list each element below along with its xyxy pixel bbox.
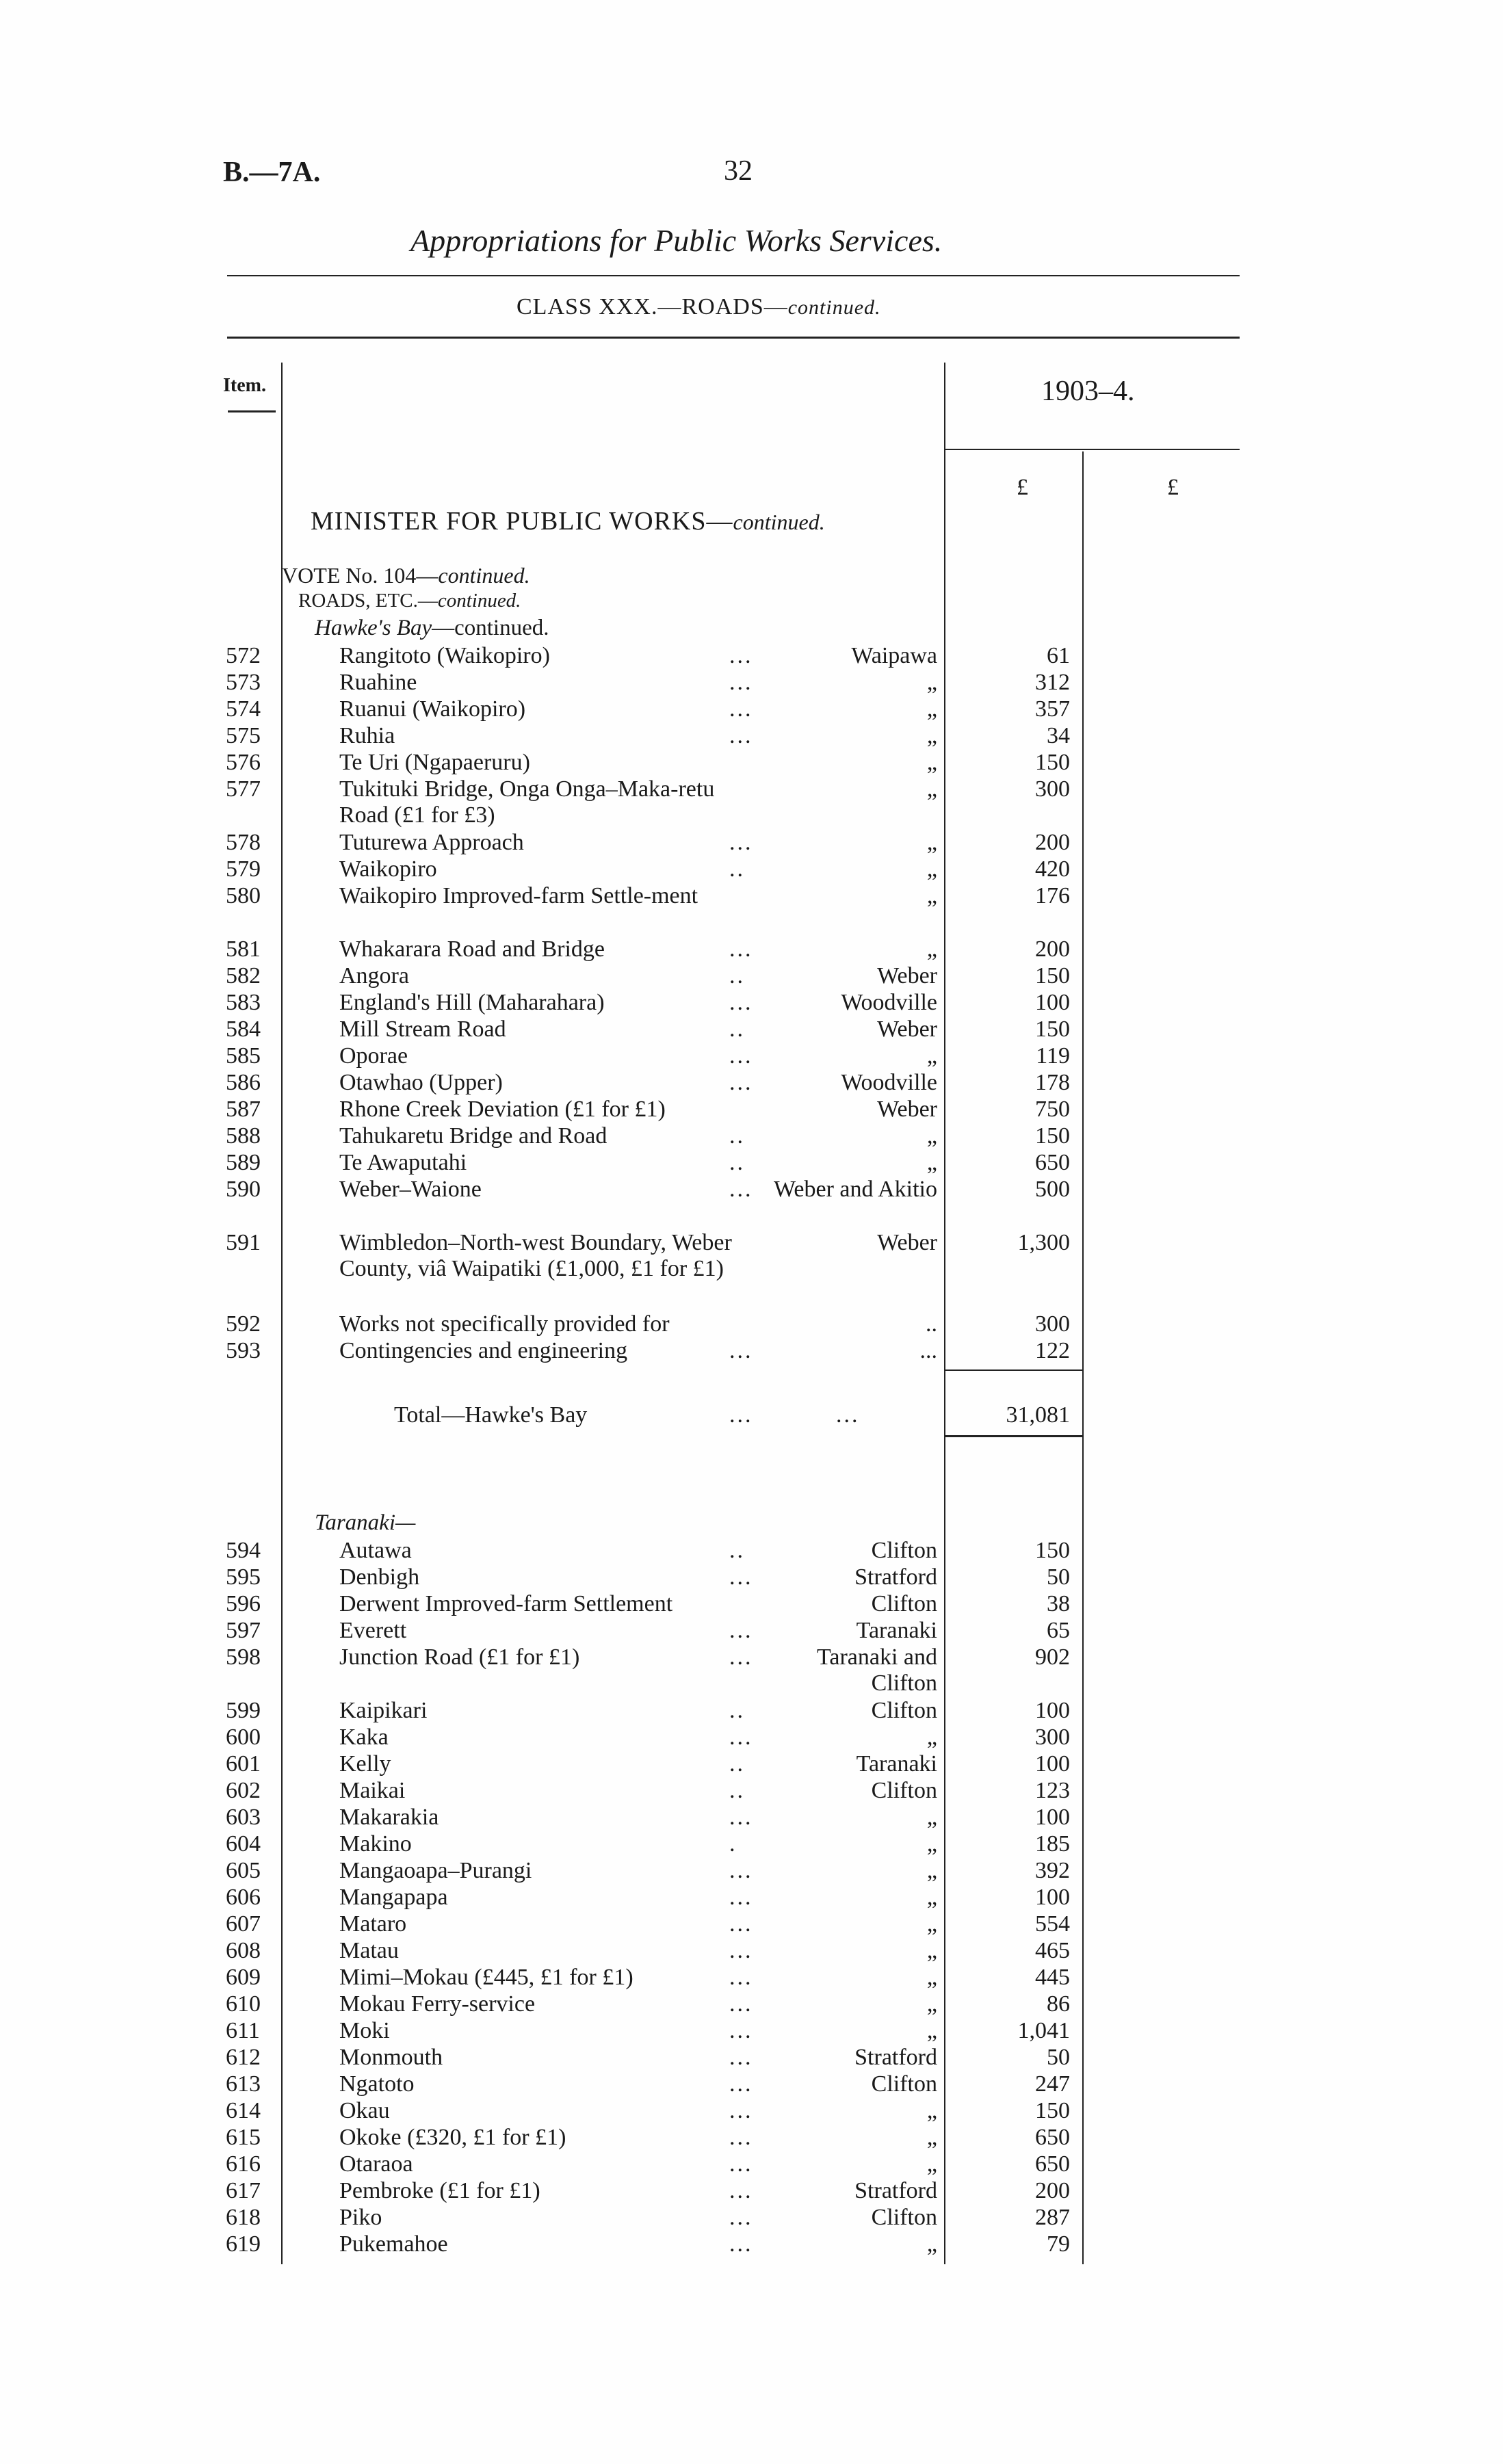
item-number: 601 [226,1751,261,1777]
road-name: Moki [339,2018,390,2043]
amount: 445 [1035,1965,1070,1990]
item-number: 576 [226,750,261,775]
item-number: 611 [226,2018,260,2043]
road-name: Wimbledon–North-west Boundary, Weber County, viâ Waipatiki (£1,000, £1 for £1) [339,1230,732,1281]
county-name: Taranaki [856,1618,937,1643]
amount: 465 [1035,1938,1070,1963]
item-number: 600 [226,1725,261,1750]
amount: 100 [1035,1805,1070,1830]
amount: 122 [1035,1338,1070,1363]
amount: 150 [1035,2098,1070,2123]
county-name: „ [926,1831,937,1857]
item-number: 580 [226,883,261,908]
leader-dots: ... [729,696,753,722]
road-name: Ruhia [339,723,395,748]
item-number: 573 [226,670,261,695]
county-name: „ [926,1991,937,2017]
leader-dots: ... [729,2178,753,2203]
county-name: „ [926,723,937,748]
county-name: Weber [877,963,937,988]
leader-dots: ... [729,2231,753,2257]
leader-dots: ... [729,1338,753,1363]
county-name: „ [926,1805,937,1830]
leader-dots: ... [729,2125,753,2150]
leader-dots: ... [729,1885,753,1910]
total-amount: 31,081 [1006,1402,1070,1428]
leader-dots: ... [729,670,753,695]
leader-dots: .. [729,963,745,988]
title-rule [227,275,1240,276]
county-name: Weber [877,1097,937,1122]
leader-dots: ... [729,2151,753,2177]
county-name: Stratford [854,1564,937,1590]
road-name: England's Hill (Maharahara) [339,990,605,1015]
county-name: „ [926,776,937,802]
county-name: Weber [877,1017,937,1042]
amount: 100 [1035,1751,1070,1777]
leader-dots: ... [729,1938,753,1963]
amount: 178 [1035,1070,1070,1095]
item-number: 609 [226,1965,261,1990]
road-name: Pukemahoe [339,2231,448,2257]
item-number: 579 [226,856,261,882]
leader-dots: ... [729,1402,753,1428]
leader-dots: .. [729,856,745,882]
item-number: 581 [226,936,261,962]
county-name: „ [926,696,937,722]
road-name: Oporae [339,1043,408,1069]
amount: 287 [1035,2205,1070,2230]
amount: 500 [1035,1177,1070,1202]
amount: 200 [1035,2178,1070,2203]
county-name: Clifton [871,1538,937,1563]
amount: 123 [1035,1778,1070,1803]
county-name: „ [926,1858,937,1883]
item-number: 586 [226,1070,261,1095]
road-name: Otaraoa [339,2151,413,2177]
item-number: 619 [226,2231,261,2257]
road-name: Tuturewa Approach [339,830,524,855]
item-number: 584 [226,1017,261,1042]
item-number: 613 [226,2071,261,2097]
amount: 300 [1035,1725,1070,1750]
road-name: Whakarara Road and Bridge [339,936,605,962]
item-number: 595 [226,1564,261,1590]
road-name: Rhone Creek Deviation (£1 for £1) [339,1097,666,1122]
county-name: „ [926,2018,937,2043]
page-title: Appropriations for Public Works Services. [410,223,943,258]
road-name: Derwent Improved-farm Settlement [339,1591,673,1616]
amount: 150 [1035,963,1070,988]
item-number: 604 [226,1831,261,1857]
county-name: „ [926,1938,937,1963]
leader-dots: .. [729,1538,745,1563]
county-name: ... [919,1338,937,1363]
road-name: Waikopiro Improved-farm Settle-ment [339,883,698,908]
item-number: 583 [226,990,261,1015]
county-name: Clifton [871,2205,937,2230]
county-name: „ [926,883,937,908]
region-heading-taranaki: Taranaki— [315,1510,416,1535]
leader-dots: ... [729,1805,753,1830]
leader-dots: ... [729,723,753,748]
amount: 650 [1035,2125,1070,2150]
leader-dots: ... [729,643,753,668]
road-name: Maikai [339,1778,406,1803]
item-number: 585 [226,1043,261,1069]
amount: 300 [1035,776,1070,802]
county-name: „ [926,2098,937,2123]
road-name: Autawa [339,1538,412,1563]
item-number: 599 [226,1698,261,1723]
county-name: Clifton [871,1698,937,1723]
page-number: 32 [724,155,753,187]
leader-dots: . [729,1831,737,1857]
leader-dots: ... [729,1991,753,2017]
amount: 902 [1035,1644,1070,1670]
leader-dots: ... [729,1911,753,1937]
leader-dots: ... [729,1858,753,1883]
amount: 119 [1036,1043,1070,1069]
region-heading-hawkes-bay: Hawke's Bay—continued. [315,616,549,640]
leader-dots: ... [729,2018,753,2043]
amount: 50 [1047,1564,1070,1590]
item-number: 610 [226,1991,261,2017]
leader-dots: .. [729,1751,745,1777]
amount: 200 [1035,936,1070,962]
currency-symbol-1: £ [1017,475,1028,500]
road-name: Contingencies and engineering [339,1338,628,1363]
road-name: Pembroke (£1 for £1) [339,2178,540,2203]
road-name: Makino [339,1831,412,1857]
item-number: 598 [226,1644,261,1670]
county-name: Clifton [871,1591,937,1616]
road-name: Denbigh [339,1564,420,1590]
road-name: Waikopiro [339,856,437,882]
item-number: 603 [226,1805,261,1830]
item-number: 577 [226,776,261,802]
amount: 1,041 [1017,2018,1070,2043]
road-name: Tukituki Bridge, Onga Onga–Maka-retu Road (£1 for £3) [339,776,715,828]
county-name: Clifton [871,1778,937,1803]
leader-dots: ... [729,1070,753,1095]
amount: 392 [1035,1858,1070,1883]
county-name: Woodville [841,1070,937,1095]
county-name: „ [926,670,937,695]
county-name: Waipawa [851,643,937,668]
item-number: 593 [226,1338,261,1363]
item-number: 574 [226,696,261,722]
item-column-divider [281,363,283,2264]
leader-dots: ... [729,1177,753,1202]
amount: 357 [1035,696,1070,722]
amount: 150 [1035,1123,1070,1149]
road-name: Mangapapa [339,1885,448,1910]
leader-dots: ... [729,1564,753,1590]
vote-heading: VOTE No. 104—continued. [282,563,530,588]
road-name: Mill Stream Road [339,1017,506,1042]
amount: 100 [1035,1885,1070,1910]
county-name: „ [926,1965,937,1990]
road-name: Everett [339,1618,407,1643]
county-name: „ [926,830,937,855]
amount: 65 [1047,1618,1070,1643]
county-name: „ [926,1043,937,1069]
amount: 150 [1035,1538,1070,1563]
item-column-header: Item. [223,375,266,396]
amount: 300 [1035,1311,1070,1337]
leader-dots: ... [729,1618,753,1643]
county-name: Taranaki [856,1751,937,1777]
leader-dots: ... [729,1644,753,1670]
road-name: Matau [339,1938,399,1963]
amount: 420 [1035,856,1070,882]
leader-dots: .. [729,1123,745,1149]
total-rule-bottom [945,1435,1082,1437]
county-name: „ [926,2125,937,2150]
leader-dots: ... [729,830,753,855]
road-name: Mangaoapa–Purangi [339,1858,532,1883]
leader-dots: ... [729,1725,753,1750]
leader-dots: ... [729,990,753,1015]
amount: 100 [1035,1698,1070,1723]
road-name: Makarakia [339,1805,439,1830]
county-name: „ [926,1911,937,1937]
leader-dots: .. [729,1017,745,1042]
item-number: 596 [226,1591,261,1616]
item-number: 618 [226,2205,261,2230]
item-number: 612 [226,2045,261,2070]
item-number: 614 [226,2098,261,2123]
county-name: „ [926,750,937,775]
leader-dots: ... [729,1965,753,1990]
item-number: 605 [226,1858,261,1883]
amount: 61 [1047,643,1070,668]
leader-dots: ... [836,1402,860,1428]
leader-dots: .. [729,1150,745,1175]
item-number: 615 [226,2125,261,2150]
county-name: .. [926,1311,937,1337]
item-number: 588 [226,1123,261,1149]
road-name: Monmouth [339,2045,443,2070]
total-rule-top [945,1369,1082,1371]
county-name: Woodville [841,990,937,1015]
county-name: „ [926,1123,937,1149]
item-number: 606 [226,1885,261,1910]
item-number: 572 [226,643,261,668]
leader-dots: ... [729,936,753,962]
road-name: Kaipikari [339,1698,428,1723]
item-number: 592 [226,1311,261,1337]
road-name: Okau [339,2098,390,2123]
amount: 86 [1047,1991,1070,2017]
county-name: „ [926,936,937,962]
item-number: 616 [226,2151,261,2177]
county-name: Stratford [854,2045,937,2070]
leader-dots: ... [729,2045,753,2070]
item-number: 589 [226,1150,261,1175]
amount: 312 [1035,670,1070,695]
road-name: Mokau Ferry-service [339,1991,536,2017]
road-name: Ngatoto [339,2071,415,2097]
amount: 650 [1035,1150,1070,1175]
road-name: Mataro [339,1911,407,1937]
item-number: 617 [226,2178,261,2203]
item-number: 594 [226,1538,261,1563]
leader-dots: .. [729,1778,745,1803]
leader-dots: ... [729,1043,753,1069]
county-name: Taranaki and Clifton [816,1644,937,1696]
amount-column-divider-right [1082,451,1084,2264]
county-name: „ [926,2151,937,2177]
minister-heading: MINISTER FOR PUBLIC WORKS—continued. [311,507,825,536]
county-name: „ [926,2231,937,2257]
county-name: Stratford [854,2178,937,2203]
road-name: Kaka [339,1725,389,1750]
amount: 38 [1047,1591,1070,1616]
amount: 100 [1035,990,1070,1015]
item-header-underline [228,410,276,412]
amount: 185 [1035,1831,1070,1857]
road-name: Mimi–Mokau (£445, £1 for £1) [339,1965,633,1990]
road-name: Junction Road (£1 for £1) [339,1644,580,1670]
item-number: 575 [226,723,261,748]
year-header: 1903–4. [1041,376,1135,407]
road-name: Te Uri (Ngapaeruru) [339,750,530,775]
item-number: 587 [226,1097,261,1122]
road-name: Works not specifically provided for [339,1311,670,1337]
road-name: Tahukaretu Bridge and Road [339,1123,607,1149]
item-number: 590 [226,1177,261,1202]
amount: 1,300 [1017,1230,1070,1255]
road-name: Te Awaputahi [339,1150,467,1175]
county-name: „ [926,1150,937,1175]
road-name: Otawhao (Upper) [339,1070,503,1095]
amount: 79 [1047,2231,1070,2257]
county-name: Clifton [871,2071,937,2097]
item-number: 578 [226,830,261,855]
road-name: Angora [339,963,409,988]
year-rule [944,449,1240,450]
road-name: Weber–Waione [339,1177,482,1202]
item-number: 597 [226,1618,261,1643]
amount: 554 [1035,1911,1070,1937]
amount: 650 [1035,2151,1070,2177]
item-number: 602 [226,1778,261,1803]
class-title: CLASS XXX.—ROADS—continued. [517,294,881,319]
amount: 176 [1035,883,1070,908]
amount-column-divider-left [944,363,945,2264]
leader-dots: ... [729,2098,753,2123]
road-name: Okoke (£320, £1 for £1) [339,2125,566,2150]
road-name: Rangitoto (Waikopiro) [339,643,550,668]
road-name: Piko [339,2205,382,2230]
total-label: Total—Hawke's Bay [394,1402,588,1428]
currency-symbol-2: £ [1167,475,1179,500]
amount: 34 [1047,723,1070,748]
county-name: Weber and Akitio [774,1177,937,1202]
county-name: „ [926,856,937,882]
header-rule [227,337,1240,339]
item-number: 607 [226,1911,261,1937]
amount: 750 [1035,1097,1070,1122]
amount: 247 [1035,2071,1070,2097]
county-name: „ [926,1725,937,1750]
item-number: 591 [226,1230,261,1255]
county-name: „ [926,1885,937,1910]
road-name: Ruanui (Waikopiro) [339,696,526,722]
leader-dots: ... [729,2071,753,2097]
amount: 200 [1035,830,1070,855]
leader-dots: ... [729,2205,753,2230]
amount: 50 [1047,2045,1070,2070]
item-number: 608 [226,1938,261,1963]
roads-heading: ROADS, ETC.—continued. [298,590,521,612]
leader-dots: .. [729,1698,745,1723]
road-name: Ruahine [339,670,417,695]
amount: 150 [1035,750,1070,775]
amount: 150 [1035,1017,1070,1042]
report-reference: B.—7A. [223,157,321,188]
road-name: Kelly [339,1751,391,1777]
item-number: 582 [226,963,261,988]
county-name: Weber [877,1230,937,1255]
